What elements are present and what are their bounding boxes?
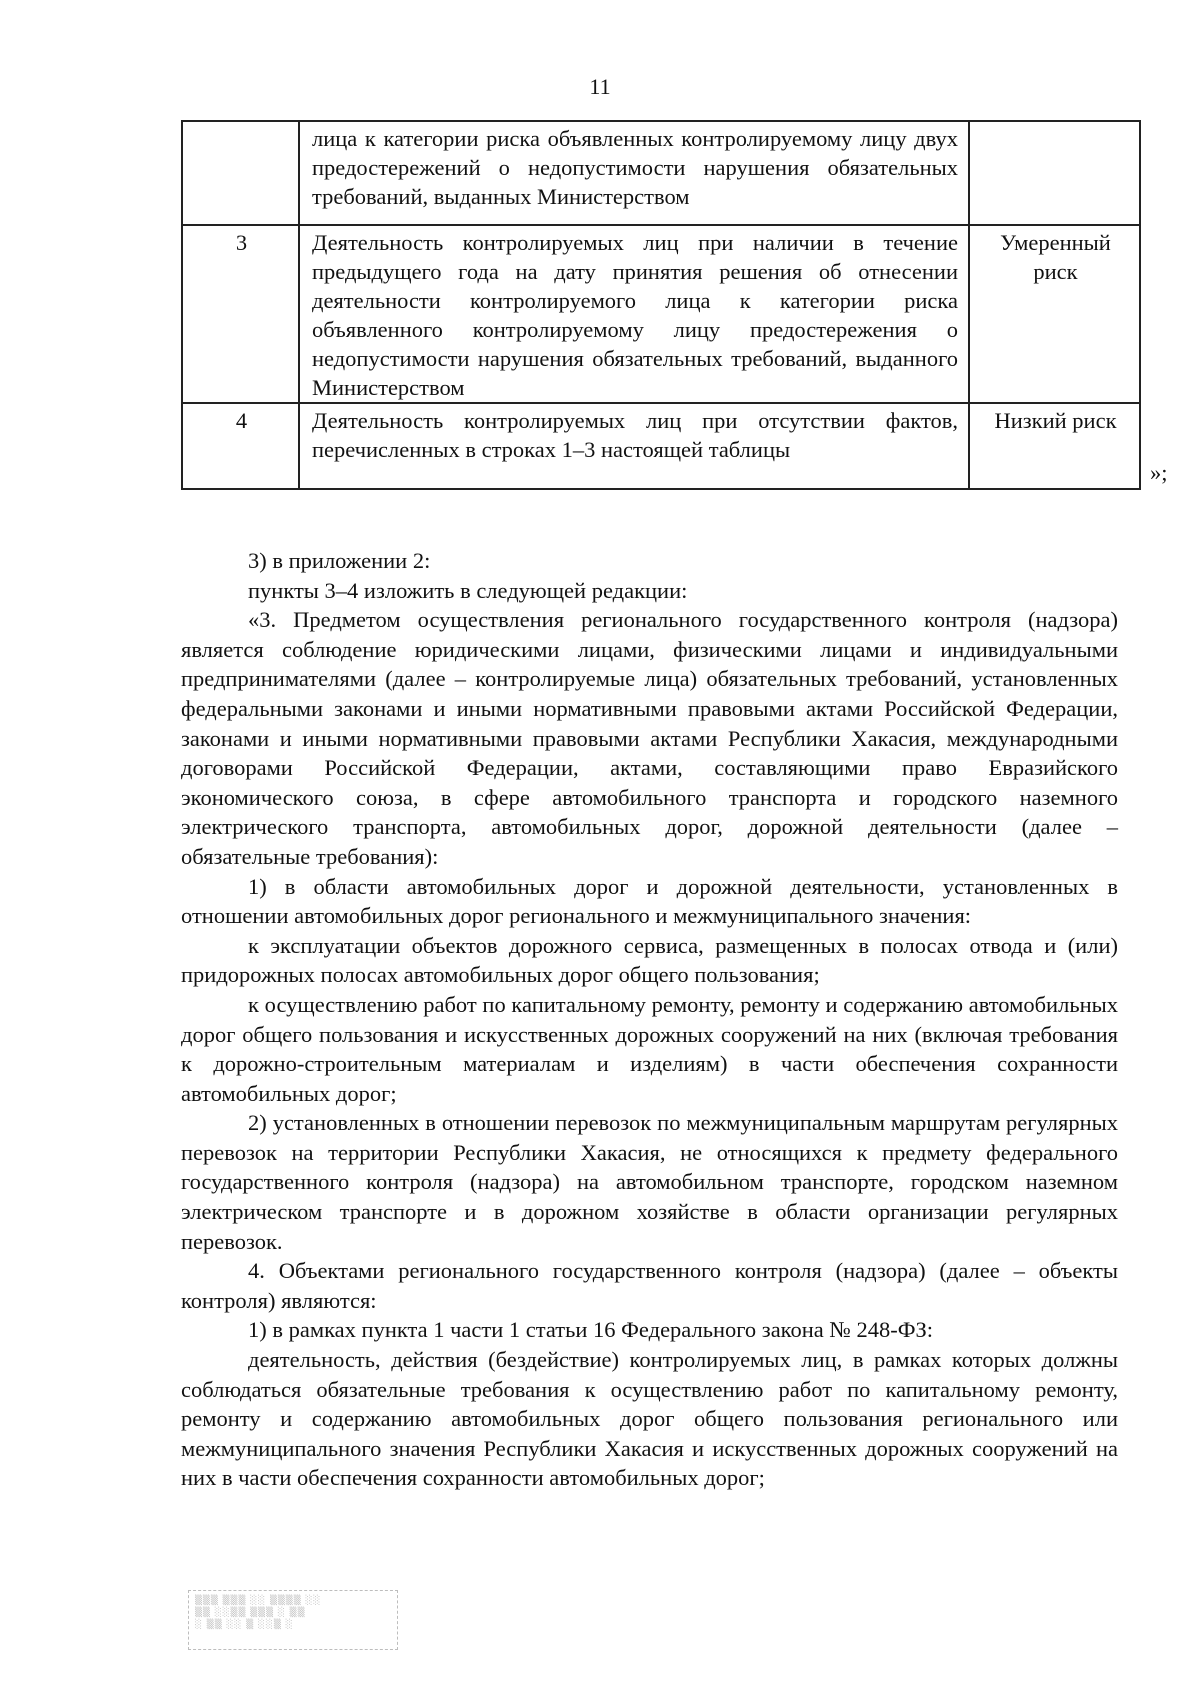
- paragraph: деятельность, действия (бездействие) контролируемых лиц, в рамках которых должны соблюдаться обязательные требования к осуществлению работ по капитальному ремонту, ремонту и содержанию автомобильных дорог общего пользования регионального или межмуниципального значения Республики Хакасия и искусственных дорожных сооружений на них в части обеспечения сохранности автомобильных дорог;: [181, 1347, 1118, 1491]
- paragraph: к эксплуатации объектов дорожного сервиса, размещенных в полосах отвода и (или) придорожных полосах автомобильных дорог общего пользования;: [181, 932, 1118, 988]
- paragraph: 3) в приложении 2:: [248, 548, 431, 573]
- row-number-cell: 4: [182, 403, 299, 489]
- table-row: [182, 121, 1140, 225]
- row-category-cell: Умеренный риск: [969, 225, 1140, 403]
- paragraph: пункты 3–4 изложить в следующей редакции:: [248, 577, 688, 603]
- paragraph: «3. Предметом осуществления регионального государственного контроля (надзора) является соблюдение юридическими лицами, физическими лицами и индивидуальными предпринимателями (далее – контролируемые лица) обязательных требований, установленных федеральными законами и иными нормативными правовыми актами Российской Федерации, законами и иными нормативными правовыми актами Республики Хакасия, международными договорами Российской Федерации, актами, составляющими право Евразийского экономического союза, в сфере автомобильного транспорта и городского наземного электрического транспорта, автомобильных дорог, дорожной деятельности (далее – обязательные требования):: [181, 607, 1118, 869]
- amendment-text: [181, 546, 1118, 1493]
- paragraph: к осуществлению работ по капитальному ремонту, ремонту и содержанию автомобильных дорог общего пользования и искусственных дорожных сооружений на них (включая требования к дорожно-строительным материалам и изделиям) в части обеспечения сохранности автомобильных дорог;: [181, 991, 1118, 1106]
- table-row: [182, 403, 1140, 489]
- row-category-cell: Низкий риск: [969, 403, 1140, 489]
- row-number-cell: [182, 121, 299, 225]
- page-number: 11: [589, 74, 611, 99]
- row-description-cell: лица к категории риска объявленных контролируемому лицу двух предостережений о недопустимости нарушения обязательных требований, выданных Министерством: [299, 121, 969, 225]
- paragraph: 2) установленных в отношении перевозок по межмуниципальным маршрутам регулярных перевозок на территории Республики Хакасия, не относящихся к предмету федерального государственного контроля (надзора) на автомобильном транспорте, городском наземном электрическом транспорте и в дорожном хозяйстве в области организации регулярных перевозок.: [181, 1110, 1118, 1254]
- row-description-cell: Деятельность контролируемых лиц при отсутствии фактов, перечисленных в строках 1–3 настоящей таблицы: [299, 403, 969, 489]
- row-description-cell: Деятельность контролируемых лиц при наличии в течение предыдущего года на дату принятия решения об отнесении деятельности контролируемого лица к категории риска объявленного контролируемому лицу предостережения о недопустимости нарушения обязательных требований, выданного Министерством: [299, 225, 969, 403]
- table-row: [182, 225, 1140, 403]
- faint-stamp: ▒▒▒ ▒▒▒ ░░ ▒▒▒▒ ░░ ▒▒ ░░▒▒ ▒▒▒ ░ ▒▒ ░ ▒▒ ░░ ▒ ░░▒ ░: [188, 1590, 398, 1650]
- risk-category-table: [181, 120, 1141, 490]
- row-category-cell: [969, 121, 1140, 225]
- closing-quote-mark: »;: [1150, 460, 1168, 485]
- paragraph: 4. Объектами регионального государственного контроля (надзора) (далее – объекты контроля) являются:: [181, 1258, 1118, 1313]
- row-number-cell: 3: [182, 225, 299, 403]
- paragraph: 1) в области автомобильных дорог и дорожной деятельности, установленных в отношении автомобильных дорог регионального и межмуниципального значения:: [181, 873, 1118, 929]
- paragraph: 1) в рамках пункта 1 части 1 статьи 16 Федерального закона № 248-ФЗ:: [248, 1317, 934, 1343]
